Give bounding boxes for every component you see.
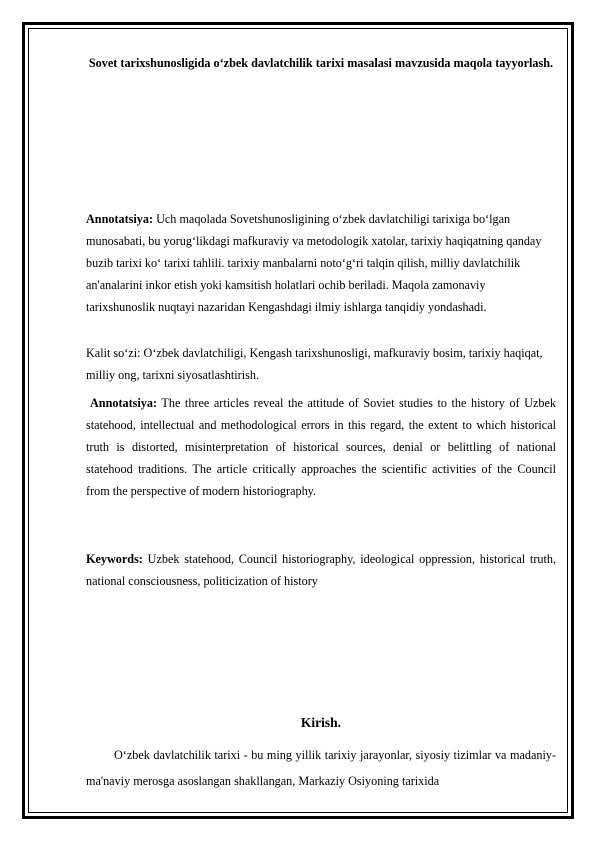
- keywords-en-label: Keywords:: [86, 552, 143, 566]
- annotation-uz-label: Annotatsiya:: [86, 212, 154, 226]
- annotation-en: [86, 392, 556, 502]
- keywords-uz-text: O‘zbek davlatchiligi, Kengash tarixshunosligi, mafkuraviy bosim, tarixiy haqiqat, milliy ong, tarixni siyosatlashtirish.: [86, 346, 543, 382]
- intro-paragraph: O‘zbek davlatchilik tarixi - bu ming yillik tarixiy jarayonlar, siyosiy tizimlar va madaniy-ma'naviy merosga asoslangan shakllangan, Markaziy Osiyoning tarixida: [86, 748, 556, 788]
- annotation-uz-text: Uch maqolada Sovetshunosligining o‘zbek davlatchiligi tarixiga bo‘lgan munosabati, bu yorug‘likdagi mafkuraviy va metodologik xatolar, tarixiy haqiqatning qanday buzib tarixi ko‘ tarixi tahlili. tarixiy manbalarni noto‘g‘ri talqin qilish, milliy davlatchilik an'analarini inkor etish yoki kamsitish holatlari ochib beriladi. Maqola zamonaviy tarixshunoslik nuqtayi nazaridan Kengashdagi ilmiy ishlarga tanqidiy yondashadi.: [86, 212, 542, 314]
- keywords-uz-label: Kalit so‘zi:: [86, 346, 141, 360]
- annotation-uz: [86, 208, 556, 318]
- document-title: Sovet tarixshunosligida o‘zbek davlatchilik tarixi masalasi mavzusida maqola tayyorlash.: [88, 56, 554, 70]
- keywords-en: [86, 548, 556, 592]
- keywords-en-text: Uzbek statehood, Council historiography, ideological oppression, historical truth, national consciousness, politicization of history: [86, 552, 556, 588]
- intro-heading: Kirish.: [300, 715, 342, 730]
- keywords-uz: [86, 342, 556, 386]
- annotation-en-text: The three articles reveal the attitude of Soviet studies to the history of Uzbek statehood, intellectual and methodological errors in this regard, the extent to which historical truth is distorted, misinterpretation of historical sources, denial or belittling of national statehood traditions. The article critically approaches the scientific activities of the Council from the perspective of modern historiography.: [86, 396, 556, 498]
- annotation-en-label: Annotatsiya:: [90, 396, 158, 410]
